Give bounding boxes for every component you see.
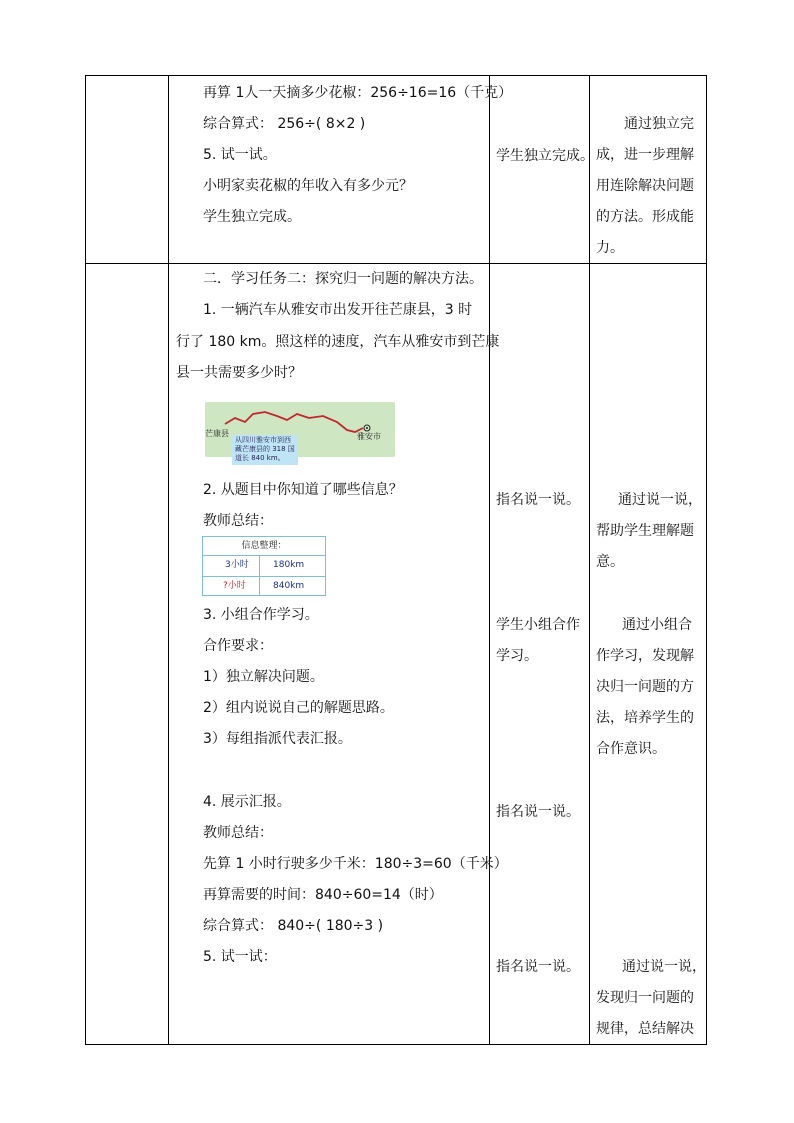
row1-purpose-4: 的方法。形成能 [596,209,694,225]
row1-line-4: 小明家卖花椒的年收入有多少元？ [203,178,413,194]
activity-2: 学生小组合作 [496,617,580,633]
info-row-2 [203,576,325,596]
row1-purpose-3: 用连除解决问题 [596,178,694,194]
calc-line-3: 综合算式： 840÷( 180÷3 ) [203,918,384,934]
teacher-summary-2: 教师总结： [203,825,273,841]
calc-line-1: 先算 1 小时行驶多少千米：180÷3=60（千米） [203,856,508,872]
teacher-summary-1: 教师总结： [203,513,273,529]
row1-line-5: 学生独立完成。 [203,209,301,225]
info-cell-time-2: ?小时 [223,581,246,591]
map-label-yaan: 雅安市 [357,432,381,441]
purpose-b-3: 决归一问题的方 [596,679,694,695]
requirements-title: 合作要求： [203,638,273,654]
purpose-a-1: 通过说一说， [618,492,702,508]
purpose-c-2: 发现归一问题的 [596,990,694,1006]
map-note: 从四川雅安市到西藏芒康县的 318 国道长 840 km。 [232,435,298,465]
purpose-b-2: 作学习，发现解 [596,648,694,664]
q5: 5. 试一试： [203,949,277,965]
row1-purpose-1: 通过独立完 [624,116,694,132]
calc-line-2: 再算需要的时间：840÷60=14（时） [203,887,443,903]
row1-purpose-2: 成，进一步理解 [596,147,694,163]
activity-4: 指名说一说。 [496,959,580,975]
row1-activity: 学生独立完成。 [496,148,594,164]
map-label-mangkang: 芒康县 [205,429,229,438]
row1-line-3: 5. 试一试。 [203,147,277,163]
info-cell-dist-2: 840km [273,581,305,591]
q1-line-3: 县一共需要多少时？ [176,365,302,381]
q4: 4. 展示汇报。 [203,794,291,810]
row1-purpose-5: 力。 [596,240,624,256]
purpose-a-3: 意。 [596,554,624,570]
purpose-c-3: 规律，总结解决 [596,1021,694,1037]
requirement-1: 1）独立解决问题。 [203,669,324,685]
row1-line-2: 综合算式： 256÷( 8×2 ) [203,116,366,132]
info-cell-dist-1: 180km [273,560,305,570]
purpose-b-4: 法，培养学生的 [596,710,694,726]
purpose-a-2: 帮助学生理解题 [596,523,694,539]
q1-line-1: 1. 一辆汽车从雅安市出发开往芒康县，3 时 [203,302,473,318]
table-border-right [706,75,707,1045]
activity-1: 指名说一说。 [496,492,580,508]
info-table [202,536,326,596]
task2-title: 二．学习任务二：探究归一问题的解决方法。 [203,271,483,287]
q2: 2. 从题目中你知道了哪些信息？ [203,482,403,498]
q3: 3. 小组合作学习。 [203,607,319,623]
table-row-divider [85,263,707,264]
table-border-top [85,75,707,76]
table-col-divider-3 [589,75,590,1045]
info-table-header: 信息整理： [203,537,325,556]
requirement-2: 2）组内说说自己的解题思路。 [203,700,394,716]
table-border-bottom [85,1044,707,1045]
activity-3: 指名说一说。 [496,804,580,820]
table-border-left [85,75,86,1045]
row1-line-1: 再算 1人一天摘多少花椒：256÷16=16（千克） [203,85,513,101]
purpose-c-1: 通过说一说， [622,959,706,975]
table-col-divider-2 [489,75,490,1045]
table-col-divider-1 [168,75,169,1045]
q1-line-2: 行了 180 km。照这样的速度，汽车从雅安市到芒康 [176,334,500,350]
purpose-b-1: 通过小组合 [622,617,692,633]
requirement-3: 3）每组指派代表汇报。 [203,731,352,747]
info-cell-time-1: 3小时 [225,560,249,570]
purpose-b-5: 合作意识。 [596,741,666,757]
activity-2b: 学习。 [496,648,538,664]
